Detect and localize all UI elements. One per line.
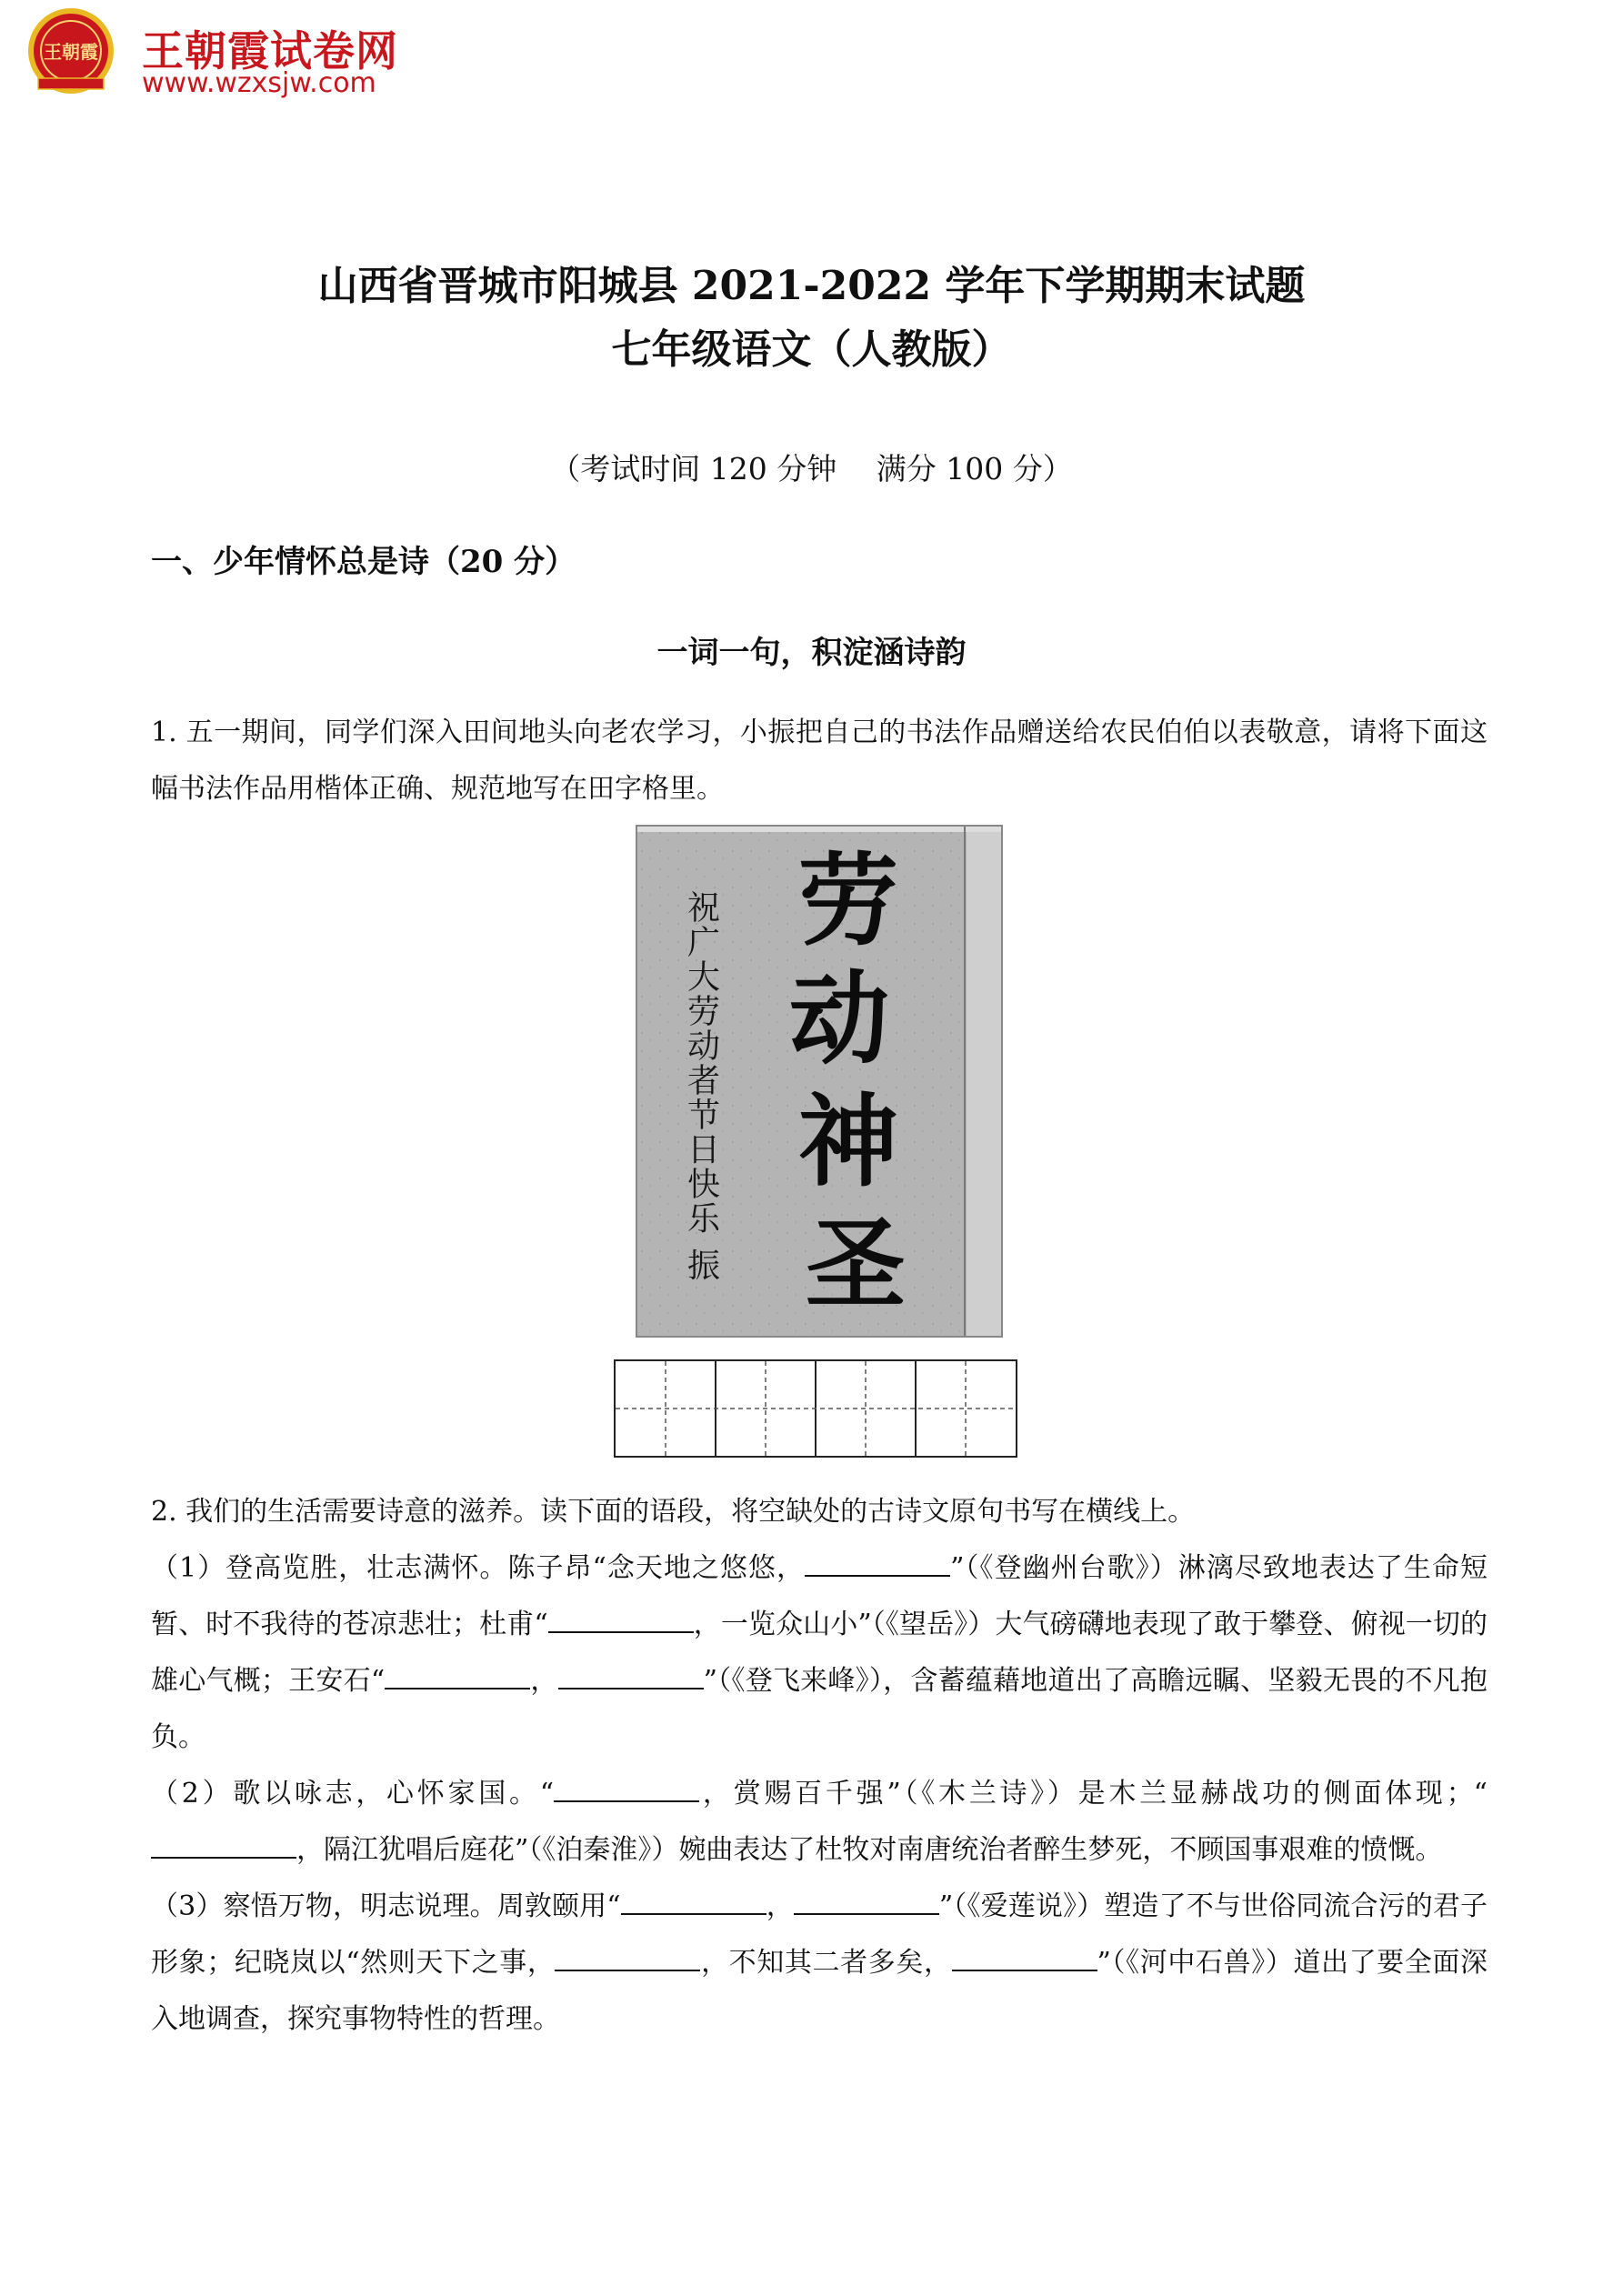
answer-blank[interactable] bbox=[794, 1886, 939, 1915]
calligraphy-char-1: 劳 bbox=[798, 842, 898, 959]
calligraphy-image bbox=[636, 825, 1003, 1338]
answer-blank[interactable] bbox=[554, 1773, 699, 1802]
exam-info: （考试时间 120 分钟 满分 100 分） bbox=[550, 451, 1073, 486]
answer-blank[interactable] bbox=[555, 1942, 700, 1971]
writing-grid[interactable] bbox=[614, 1359, 1017, 1458]
calligraphy-inscription: 祝广大劳动者节日快乐 振 bbox=[682, 890, 720, 1283]
answer-blank[interactable] bbox=[558, 1660, 704, 1689]
question-2 bbox=[151, 1484, 1488, 2048]
answer-blank[interactable] bbox=[385, 1660, 530, 1689]
question-2-part-3: （3）察悟万物，明志说理。周敦颐用“ ， ”（《爱莲说》）塑造了不与世俗同流合污的君子形象；纪晓岚以“然则天下之事， ，不知其二者多矣， ”（《河中石兽》）道出了要全面深入地调查，探究事物特性的哲理。 bbox=[151, 1879, 1488, 2048]
calligraphy-char-3: 神 bbox=[798, 1083, 898, 1200]
section-heading: 一、少年情怀总是诗（20 分） bbox=[151, 544, 576, 580]
seal-text: 王朝霞 bbox=[44, 41, 98, 63]
answer-blank[interactable] bbox=[548, 1604, 694, 1633]
main-characters bbox=[789, 842, 906, 1323]
answer-blank[interactable] bbox=[952, 1942, 1097, 1971]
exam-subtitle: 七年级语文（人教版） bbox=[611, 326, 1012, 373]
subsection-heading: 一词一句，积淀涵诗韵 bbox=[656, 635, 967, 671]
question-2-intro: 2. 我们的生活需要诗意的滋养。读下面的语段，将空缺处的古诗文原句书写在横线上。 bbox=[151, 1496, 1196, 1528]
calligraphy-char-2: 动 bbox=[789, 960, 889, 1078]
answer-blank[interactable] bbox=[621, 1886, 766, 1915]
question-2-part-1: （1）登高览胜，壮志满怀。陈子昂“念天地之悠悠， ”（《登幽州台歌》）淋漓尽致地表达了生命短暂、时不我待的苍凉悲壮；杜甫“ ，一览众山小”（《望岳》）大气磅礴地表现了敢于攀登、俯视一切的雄心气概；王安石“ ， ”（《登飞来峰》），含蓄蕴藉地道出了高瞻远瞩、坚毅无畏的不凡抱负。 bbox=[151, 1540, 1488, 1766]
calligraphy-char-4: 圣 bbox=[806, 1206, 906, 1323]
exam-title: 山西省晋城市阳城县 2021-2022 学年下学期期末试题 bbox=[317, 263, 1306, 309]
brand-name: 王朝霞试卷网 bbox=[142, 26, 398, 75]
site-logo[interactable] bbox=[25, 5, 407, 105]
question-1: 1. 五一期间，同学们深入田间地头向老农学习，小振把自己的书法作品赠送给农民伯伯以表敬意，请将下面这幅书法作品用楷体正确、规范地写在田字格里。 bbox=[151, 717, 1488, 805]
question-2-part-2: （2）歌以咏志，心怀家国。“ ，赏赐百千强”（《木兰诗》）是木兰显赫战功的侧面体现；“，隔江犹唱后庭花”（《泊秦淮》）婉曲表达了杜牧对南唐统治者醉生梦死，不顾国事艰难的愤慨。 bbox=[151, 1766, 1488, 1879]
answer-blank[interactable] bbox=[805, 1548, 950, 1577]
site-url[interactable]: www.wzxsjw.com bbox=[142, 67, 376, 99]
seal-icon bbox=[25, 5, 116, 96]
answer-blank[interactable] bbox=[151, 1830, 296, 1859]
